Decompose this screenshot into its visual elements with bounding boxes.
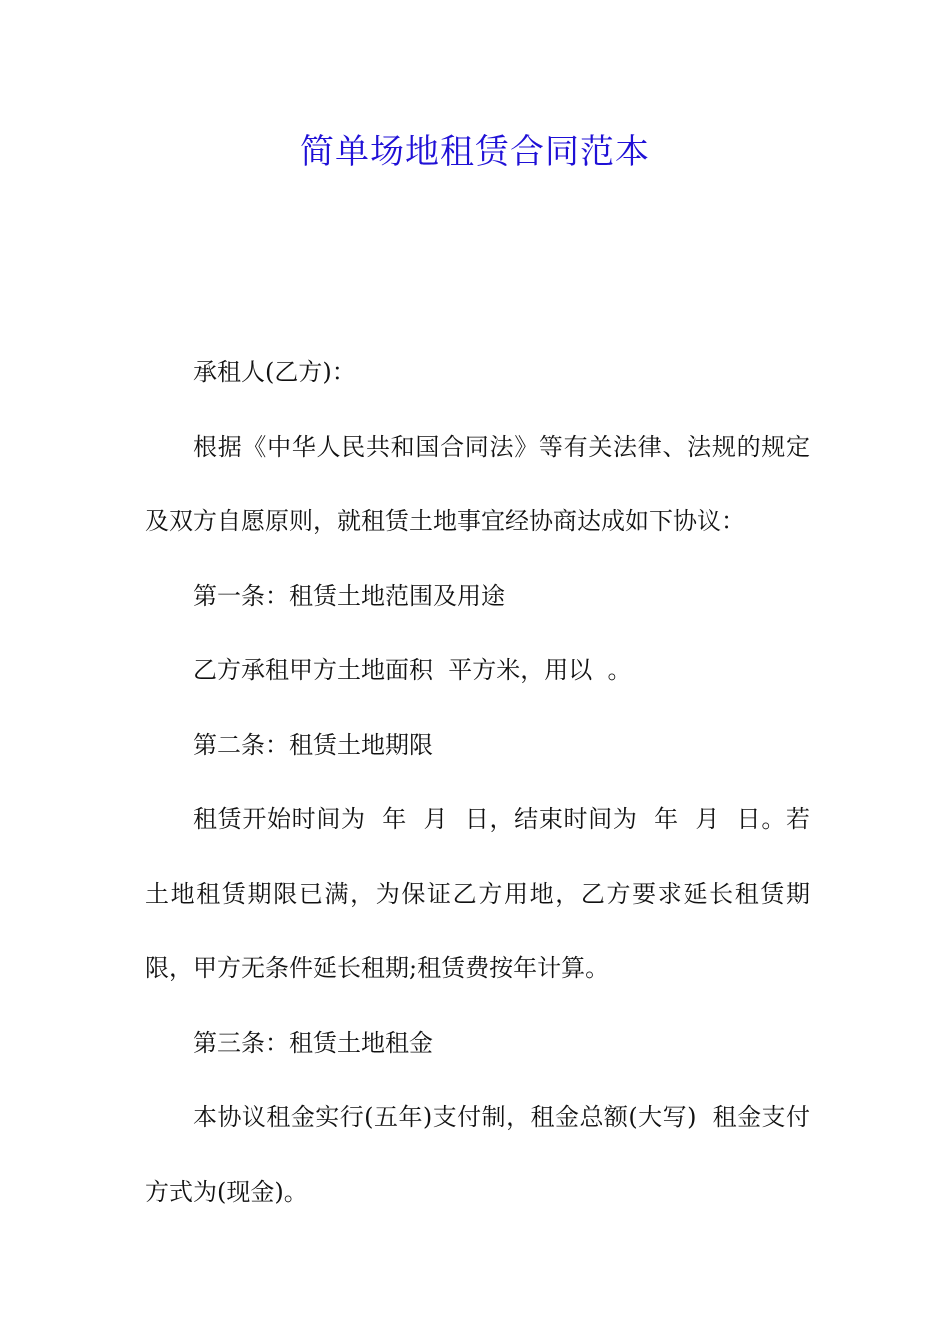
paragraph-article-3-body: 本协议租金实行(五年)支付制，租金总额(大写) 租金支付方式为(现金)。 (145, 1103, 810, 1206)
paragraph-article-1-heading: 第一条：租赁土地范围及用途 (193, 581, 505, 610)
paragraph-article-3-heading: 第三条：租赁土地租金 (193, 1028, 433, 1057)
document-title: 简单场地租赁合同范本 (300, 132, 650, 172)
paragraph-legal-basis: 根据《中华人民共和国合同法》等有关法律、法规的规定及双方自愿原则，就租赁土地事宜经协商达成如下协议： (145, 432, 810, 535)
paragraph-article-2-body: 租赁开始时间为 年 月 日，结束时间为 年 月 日。若土地租赁期限已满，为保证乙方用地，乙方要求延长租赁期限，甲方无条件延长租期;租赁费按年计算。 (145, 805, 810, 982)
paragraph-lessee: 承租人(乙方)： (193, 358, 356, 386)
paragraph-article-2-heading: 第二条：租赁土地期限 (193, 730, 433, 759)
paragraph-article-1-body: 乙方承租甲方土地面积 平方米，用以 。 (193, 656, 632, 684)
document-body (145, 335, 810, 1229)
